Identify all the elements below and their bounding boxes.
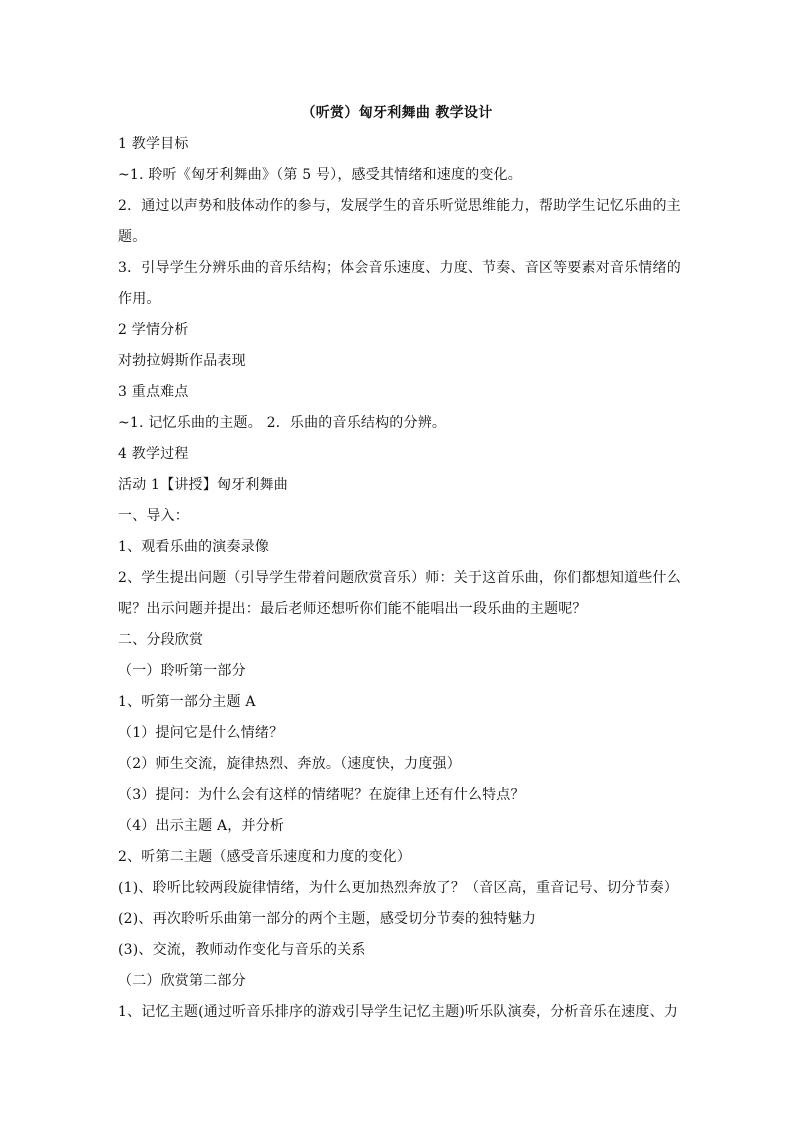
document-body — [118, 134, 681, 1033]
document-title: （听赏）匈牙利舞曲 教学设计 — [301, 105, 493, 121]
step-theme-a-1: （1）提问它是什么情绪？ — [118, 725, 284, 741]
key-points-text: ~1. 记忆乐曲的主题。 2．乐曲的音乐结构的分辨。 — [118, 415, 447, 431]
intro-step-2-cont: 呢？出示问题并提出：最后老师还想听你们能不能唱出一段乐曲的主题呢？ — [118, 601, 587, 617]
analysis-text: 对勃拉姆斯作品表现 — [118, 353, 246, 369]
objective-3-cont: 作用。 — [118, 291, 161, 307]
step-theme-a: 1、听第一部分主题 A — [118, 694, 256, 710]
sub-part-2: （二）欣赏第二部分 — [118, 973, 246, 989]
activity-1: 活动 1【讲授】匈牙利舞曲 — [118, 477, 288, 493]
objective-2-cont: 题。 — [118, 229, 147, 245]
step-theme-a-3: （3）提问：为什么会有这样的情绪呢？在旋律上还有什么特点？ — [118, 787, 525, 803]
step-theme-b-2: (2)、再次聆听乐曲第一部分的两个主题，感受切分节奏的独特魅力 — [118, 911, 537, 927]
step-theme-a-2: （2）师生交流，旋律热烈、奔放。（速度快，力度强） — [118, 756, 461, 772]
part-intro: 一、导入： — [118, 508, 189, 524]
section-heading-process: 4 教学过程 — [118, 446, 189, 462]
step-theme-a-4: （4）出示主题 A，并分析 — [118, 818, 285, 834]
step-memorize-theme: 1、记忆主题(通过听音乐排序的游戏引导学生记忆主题)听乐队演奏，分析音乐在速度、力 — [118, 1004, 679, 1020]
objective-2: 2．通过以声势和肢体动作的参与，发展学生的音乐听觉思维能力，帮助学生记忆乐曲的主 — [118, 198, 681, 214]
part-segmented: 二、分段欣赏 — [118, 632, 204, 648]
section-heading-analysis: 2 学情分析 — [118, 322, 189, 338]
objective-1: ~1. 聆听《匈牙利舞曲》（第 5 号），感受其情绪和速度的变化。 — [118, 167, 522, 183]
step-theme-b-1: (1)、聆听比较两段旋律情绪，为什么更加热烈奔放了？（音区高，重音记号、切分节奏） — [118, 880, 679, 896]
intro-step-1: 1、观看乐曲的演奏录像 — [118, 539, 270, 555]
section-heading-key-points: 3 重点难点 — [118, 384, 189, 400]
section-heading-objectives: 1 教学目标 — [118, 136, 189, 152]
objective-3: 3．引导学生分辨乐曲的音乐结构；体会音乐速度、力度、节奏、音区等要素对音乐情绪的 — [118, 260, 681, 276]
intro-step-2: 2、学生提出问题（引导学生带着问题欣赏音乐）师：关于这首乐曲，你们都想知道些什么 — [118, 570, 681, 586]
step-theme-b: 2、听第二主题（感受音乐速度和力度的变化） — [118, 849, 412, 865]
step-theme-b-3: (3)、交流，教师动作变化与音乐的关系 — [118, 942, 366, 958]
sub-part-1: （一）聆听第一部分 — [118, 663, 246, 679]
